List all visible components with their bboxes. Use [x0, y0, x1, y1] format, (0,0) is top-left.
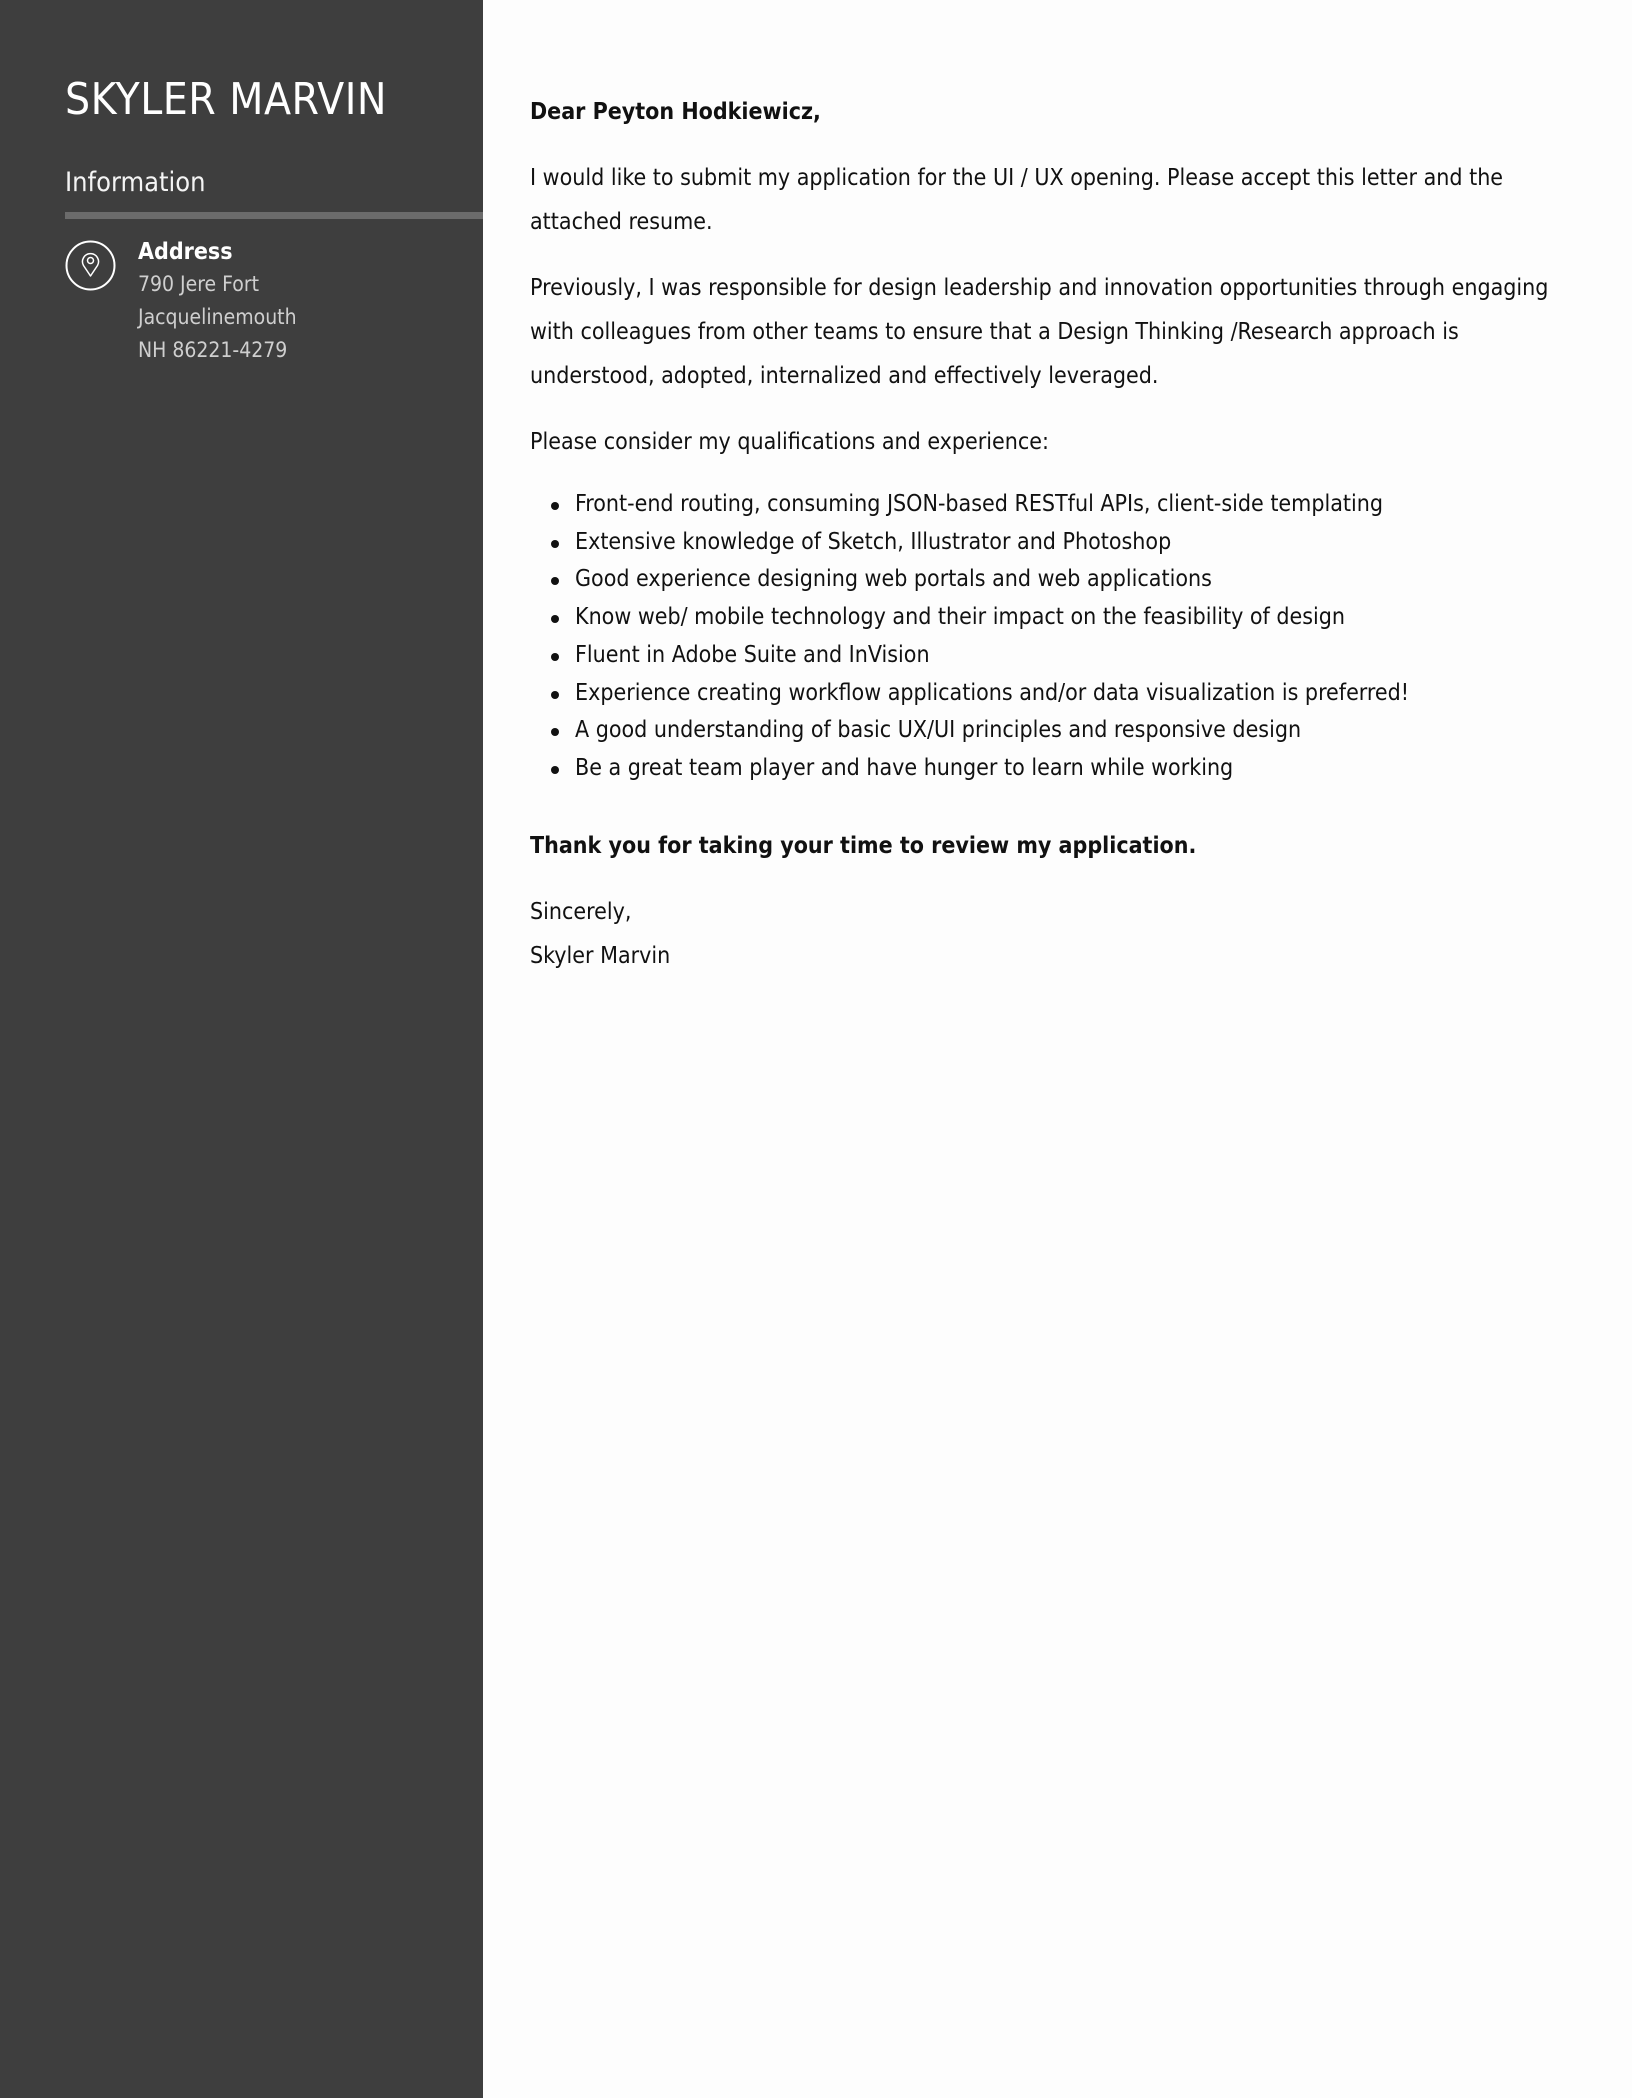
signature: Skyler Marvin — [530, 942, 671, 969]
letter-body — [530, 90, 1570, 978]
closing: Sincerely, — [530, 898, 632, 925]
list-item: Experience creating workflow applications and/or data visualization is preferred! — [575, 675, 1570, 713]
section-divider — [65, 212, 483, 219]
paragraph-intro: I would like to submit my application for the UI / UX opening. Please accept this letter and the attached resume. — [530, 165, 1504, 235]
list-item: Be a great team player and have hunger to learn while working — [575, 750, 1570, 788]
sidebar — [0, 0, 483, 2098]
list-item: Good experience designing web portals and web applications — [575, 561, 1570, 599]
list-item: Know web/ mobile technology and their impact on the feasibility of design — [575, 599, 1570, 637]
address-block — [138, 236, 297, 367]
address-line-2: Jacquelinemouth — [138, 305, 297, 329]
paragraph-experience: Previously, I was responsible for design leadership and innovation opportunities through engaging with colleagues from other teams to ensure that a Design Thinking /Research approach is understood, adopted, internalized and effectively leveraged. — [530, 275, 1549, 389]
list-item: Fluent in Adobe Suite and InVision — [575, 637, 1570, 675]
address-label: Address — [138, 239, 233, 265]
section-title-information: Information — [65, 167, 206, 198]
thank-you-line: Thank you for taking your time to review my application. — [530, 832, 1197, 859]
address-line-1: 790 Jere Fort — [138, 272, 260, 296]
salutation: Dear Peyton Hodkiewicz, — [530, 99, 821, 125]
list-item: A good understanding of basic UX/UI principles and responsive design — [575, 712, 1570, 750]
applicant-name: SKYLER MARVIN — [65, 74, 387, 125]
location-pin-icon — [65, 240, 116, 291]
address-line-3: NH 86221-4279 — [138, 338, 288, 362]
paragraph-qualifications-intro: Please consider my qualifications and experience: — [530, 429, 1049, 455]
list-item: Extensive knowledge of Sketch, Illustrator and Photoshop — [575, 524, 1570, 562]
qualifications-list — [530, 486, 1570, 788]
list-item: Front-end routing, consuming JSON-based RESTful APIs, client-side templating — [575, 486, 1570, 524]
